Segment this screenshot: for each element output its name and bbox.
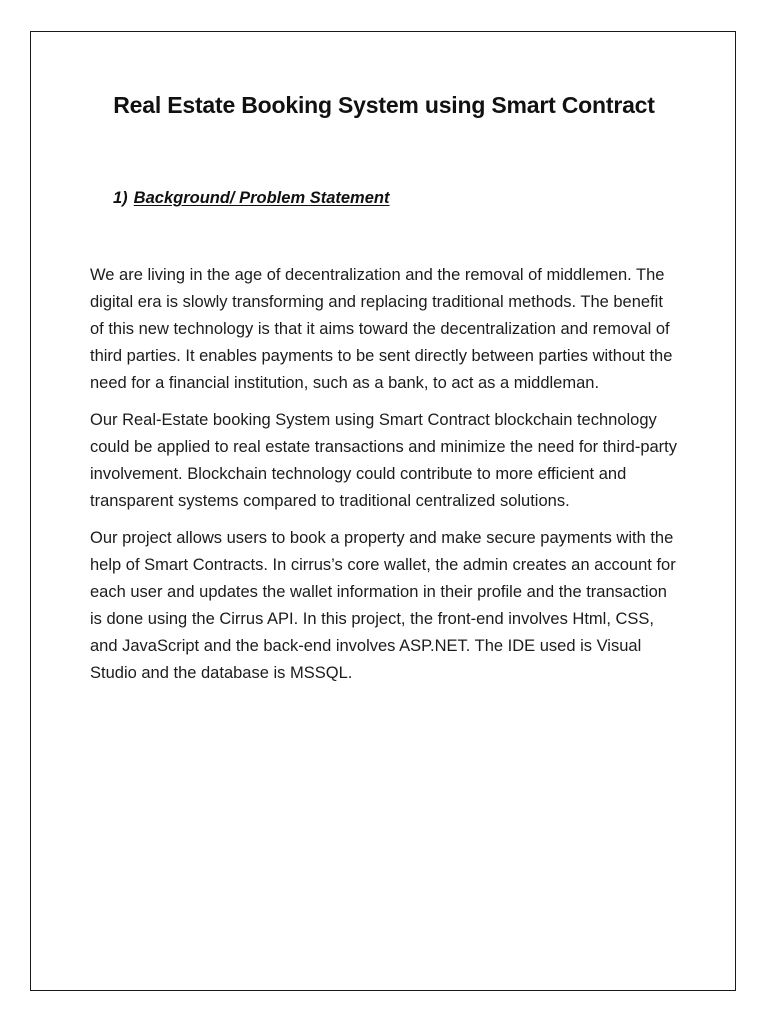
- document-body: [90, 262, 680, 697]
- section-heading-label: Background/ Problem Statement: [133, 189, 390, 207]
- paragraph: Our project allows users to book a property and make secure payments with the help of Smart Contracts. In cirrus’s core wallet, the admin creates an account for each user and updates the wallet information in their profile and the transaction is done using the Cirrus API. In this project, the front-end involves Html, CSS, and JavaScript and the back-end involves ASP.NET. The IDE used is Visual Studio and the database is MSSQL.: [90, 529, 676, 682]
- section-number: 1): [113, 189, 128, 207]
- paragraph: We are living in the age of decentralization and the removal of middlemen. The digital era is slowly transforming and replacing traditional methods. The benefit of this new technology is that it aims toward the decentralization and removal of third parties. It enables payments to be sent directly between parties without the need for a financial institution, such as a bank, to act as a middleman.: [90, 266, 673, 392]
- section-heading: [113, 189, 389, 208]
- document-title: Real Estate Booking System using Smart Contract: [113, 92, 655, 118]
- paragraph: Our Real-Estate booking System using Smart Contract blockchain technology could be applied to real estate transactions and minimize the need for third-party involvement. Blockchain technology could contribute to more efficient and transparent systems compared to traditional centralized solutions.: [90, 411, 677, 510]
